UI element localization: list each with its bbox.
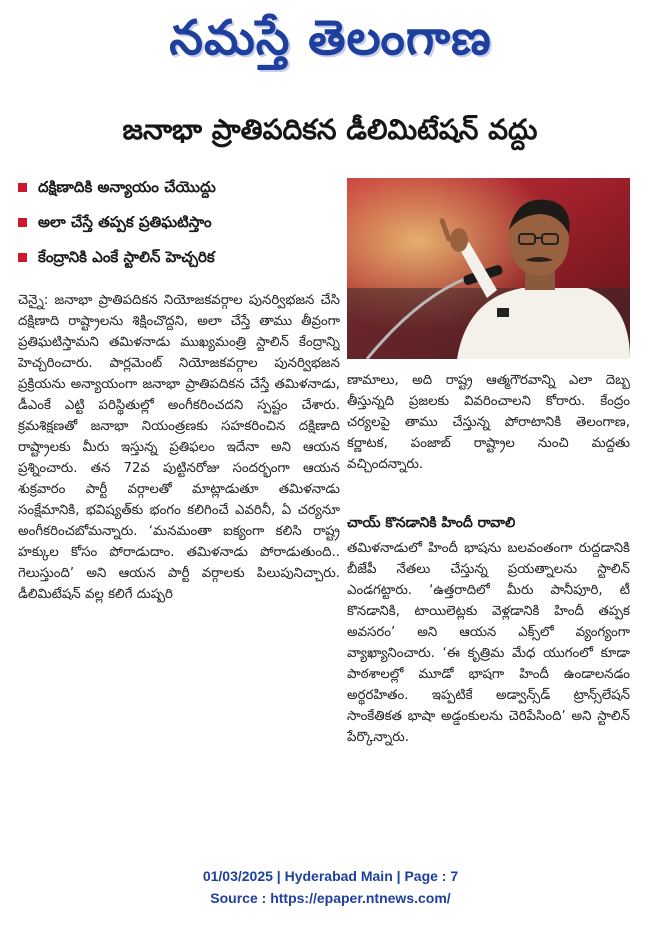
bullet-text: కేంద్రానికి ఎంకే స్టాలిన్ హెచ్చరిక (38, 248, 215, 266)
bullet-text: అలా చేస్తే తప్పక ప్రతిఘటిస్తాం (38, 213, 212, 231)
speaker-photo (347, 178, 630, 359)
bullet-marker (18, 253, 27, 262)
article-subheading: చాయ్ కొనడానికి హిందీ రావాలి (347, 515, 516, 531)
speaker-photo-illustration (347, 178, 630, 359)
bullet-marker (18, 218, 27, 227)
article-headline: జనాభా ప్రాతిపదికన డీలిమిటేషన్ వద్దు (122, 113, 538, 146)
newspaper-masthead: నమస్తే తెలంగాణ (169, 10, 492, 66)
bullet-item (14, 170, 340, 205)
bullet-text: దక్షిణాదికి అన్యాయం చేయొద్దు (38, 178, 216, 196)
edition-info: 01/03/2025 | Hyderabad Main | Page : 7 (202, 868, 459, 884)
bullet-marker (18, 183, 27, 192)
bullet-item (14, 205, 340, 240)
article-body-right-column-bottom: తమిళనాడులో హిందీ భాషను బలవంతంగా రుద్దడానికి బీజేపీ నేతలు చేస్తున్న ప్రయత్నాలను స్టాలిన్ ఎండగట్టారు. ‘ఉత్తరాదిలో మీరు పానీపూరి, టీ కొనడానికి, టాయిలెట్లకు వెళ్లడానికి హిందీ తప్పక అవసరం’ అని ఆయన ఎక్స్‌లో వ్యంగ్యంగా వ్యాఖ్యానించారు. ‘ఈ కృత్రిమ మేధ యుగంలో కూడా పాఠశాలల్లో మూడో భాషగా హిందీ ఉండాలనడం అర్థరహితం. ఇప్పటికే అడ్వాన్స్‌డ్ ట్రాన్స్‌లేషన్ సాంకేతికత భాషా అడ్డంకులను చెరిపేసింది’ అని స్టాలిన్ పేర్కొన్నారు. (347, 541, 630, 745)
article-body-left-column: చెన్నై: జనాభా ప్రాతిపదికన నియోజకవర్గాల పునర్విభజన చేసి దక్షిణాది రాష్ట్రాలను శిక్షించొద్దని, అలా చేస్తే తాము తీవ్రంగా ప్రతిఘటిస్తామని తమిళనాడు ముఖ్యమంత్రి స్టాలిన్ కేంద్రాన్ని హెచ్చరించారు. పార్లమెంట్ నియోజకవర్గాల పునర్విభజన ప్రక్రియను అన్యాయంగా జనాభా ప్రాతిపదికన చేస్తే తమిళనాడు, డీఎంకే ఎట్టి పరిస్థితుల్లో అంగీకరించదని స్పష్టం చేశారు. క్రమశిక్షణతో జనాభా నియంత్రణకు సహకరించిన దక్షిణాది రాష్ట్రాలకు మీరు ఇస్తున్న ప్రతిఫలం ఇదేనా అని ఆయన ప్రశ్నించారు. తన 72వ పుట్టినరోజు సందర్భంగా ఆయన శుక్రవారం పార్టీ వర్గాలతో మాట్లాడుతూ తమిళనాడు సంక్షేమానికి, భవిష్యత్‌కు భంగం కలిగించే ఎవరినీ, ఏ చర్యనూ అంగీకరించబోమన్నారు. ‘మనమంతా ఐక్యంగా కలిసి రాష్ట్ర హక్కుల కోసం పోరాడుదాం. తమిళనాడు పోరాడుతుంది.. గెలుస్తుంది’ అని ఆయన పార్టీ వర్గాలకు పిలుపునిచ్చారు. డీలిమిటేషన్ వల్ల కలిగే దుష్పరి (18, 293, 340, 602)
bullet-item (14, 240, 340, 275)
highlight-bullets (14, 170, 340, 275)
source-link[interactable]: Source : https://epaper.ntnews.com/ (210, 890, 451, 906)
article-body-right-column-top: ణామాలు, అది రాష్ట్ర ఆత్మగౌరవాన్ని ఎలా దెబ్బ తీస్తున్నది ప్రజలకు వివరించాలని కోరారు. కేంద్రం చర్యలపై తాము చేస్తున్న పోరాటానికి తెలంగాణ, కర్ణాటక, పంజాబ్ రాష్ట్రాల నుంచి మద్దతు వచ్చిందన్నారు. (347, 373, 630, 472)
